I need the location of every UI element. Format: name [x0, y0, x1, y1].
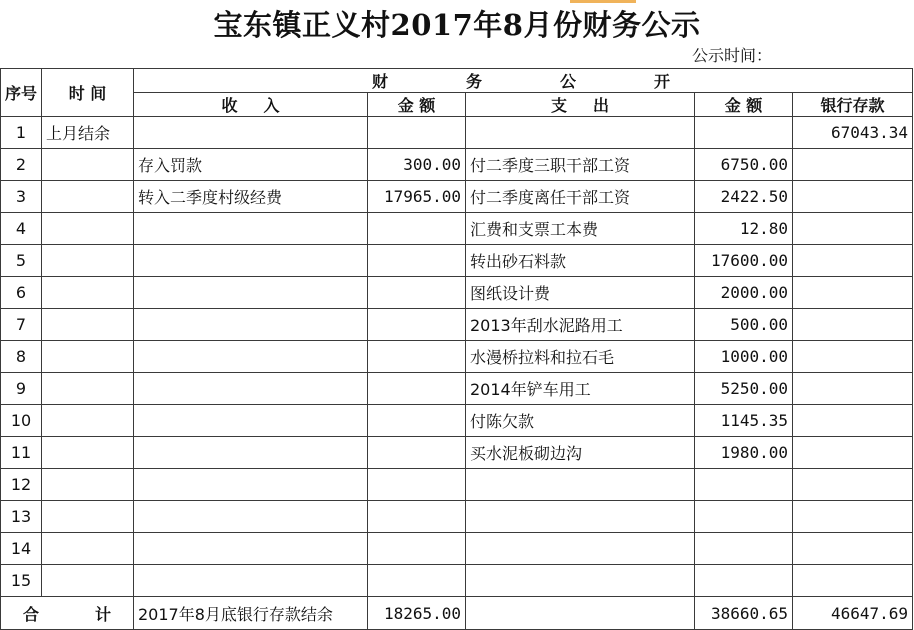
cell-income-amount[interactable] [368, 309, 466, 341]
cell-expense-amount[interactable]: 1145.35 [695, 405, 793, 437]
cell-income[interactable] [134, 501, 368, 533]
total-row [1, 597, 913, 630]
cell-seq[interactable]: 14 [1, 533, 42, 565]
header-time[interactable]: 时 间 [42, 69, 134, 117]
cell-income[interactable] [134, 277, 368, 309]
cell-bank-balance[interactable] [793, 565, 913, 597]
cell-income-amount[interactable] [368, 565, 466, 597]
cell-income-amount[interactable] [368, 533, 466, 565]
table-row [1, 373, 913, 405]
cell-time[interactable] [42, 405, 134, 437]
cell-bank-balance[interactable] [793, 341, 913, 373]
cell-expense[interactable] [466, 533, 695, 565]
table-row [1, 245, 913, 277]
cell-seq[interactable]: 11 [1, 437, 42, 469]
total-income-cell[interactable]: 2017年8月底银行存款结余 [134, 597, 368, 630]
page-title[interactable]: 宝东镇正义村2017年8月份财务公示 [213, 8, 701, 42]
cell-seq[interactable]: 4 [1, 213, 42, 245]
cell-time[interactable]: 上月结余 [42, 117, 134, 149]
cell-time[interactable] [42, 437, 134, 469]
cell-seq[interactable]: 5 [1, 245, 42, 277]
cell-seq[interactable]: 1 [1, 117, 42, 149]
cell-expense[interactable]: 买水泥板砌边沟 [466, 437, 695, 469]
cell-income[interactable] [134, 213, 368, 245]
cell-bank-balance[interactable] [793, 277, 913, 309]
cell-income-amount[interactable] [368, 437, 466, 469]
cell-expense-amount[interactable]: 6750.00 [695, 149, 793, 181]
cell-expense[interactable] [466, 117, 695, 149]
cell-expense[interactable]: 图纸设计费 [466, 277, 695, 309]
cell-expense-amount[interactable]: 2422.50 [695, 181, 793, 213]
cell-bank-balance[interactable] [793, 181, 913, 213]
cell-expense-amount[interactable]: 1000.00 [695, 341, 793, 373]
cell-expense-amount[interactable]: 1980.00 [695, 437, 793, 469]
cell-seq[interactable]: 2 [1, 149, 42, 181]
cell-income-amount[interactable] [368, 341, 466, 373]
cell-income[interactable] [134, 373, 368, 405]
cell-bank-balance[interactable] [793, 149, 913, 181]
cell-income-amount[interactable] [368, 277, 466, 309]
cell-seq[interactable]: 15 [1, 565, 42, 597]
total-bank-balance[interactable]: 46647.69 [793, 597, 913, 630]
cell-expense-amount[interactable]: 2000.00 [695, 277, 793, 309]
cell-expense-amount[interactable]: 500.00 [695, 309, 793, 341]
cell-time[interactable] [42, 309, 134, 341]
cell-income[interactable] [134, 309, 368, 341]
cell-income[interactable] [134, 245, 368, 277]
cell-seq[interactable]: 8 [1, 341, 42, 373]
total-expense-amount[interactable]: 38660.65 [695, 597, 793, 630]
cell-income[interactable]: 存入罚款 [134, 149, 368, 181]
cell-time[interactable] [42, 501, 134, 533]
cell-time[interactable] [42, 245, 134, 277]
header-seq[interactable]: 序号 [1, 69, 42, 117]
cell-bank-balance[interactable] [793, 405, 913, 437]
cell-expense-amount[interactable]: 17600.00 [695, 245, 793, 277]
cell-expense[interactable]: 付二季度三职干部工资 [466, 149, 695, 181]
header-expense[interactable]: 支出 [466, 93, 695, 117]
cell-income[interactable] [134, 405, 368, 437]
cell-bank-balance[interactable]: 67043.34 [793, 117, 913, 149]
cell-bank-balance[interactable] [793, 213, 913, 245]
cell-bank-balance[interactable] [793, 501, 913, 533]
cell-time[interactable] [42, 277, 134, 309]
cell-income-amount[interactable]: 300.00 [368, 149, 466, 181]
cell-time[interactable] [42, 181, 134, 213]
cell-seq[interactable]: 9 [1, 373, 42, 405]
cell-time[interactable] [42, 533, 134, 565]
cell-bank-balance[interactable] [793, 437, 913, 469]
cell-income-amount[interactable] [368, 245, 466, 277]
cell-expense[interactable]: 2014年铲车用工 [466, 373, 695, 405]
cell-expense[interactable] [466, 565, 695, 597]
header-row-2 [1, 93, 913, 117]
table-row [1, 213, 913, 245]
cell-income[interactable] [134, 469, 368, 501]
total-expense-cell[interactable] [466, 597, 695, 630]
table-row [1, 405, 913, 437]
cell-expense-amount[interactable]: 12.80 [695, 213, 793, 245]
header-income[interactable]: 收入 [134, 93, 368, 117]
cell-expense-amount[interactable]: 5250.00 [695, 373, 793, 405]
table-row [1, 341, 913, 373]
cell-time[interactable] [42, 149, 134, 181]
finance-table [0, 68, 913, 630]
table-row [1, 309, 913, 341]
table-row [1, 117, 913, 149]
cell-bank-balance[interactable] [793, 373, 913, 405]
cell-expense[interactable] [466, 501, 695, 533]
table-row [1, 501, 913, 533]
cell-expense-amount[interactable] [695, 533, 793, 565]
cell-seq[interactable]: 12 [1, 469, 42, 501]
cell-expense-amount[interactable] [695, 501, 793, 533]
publish-time-label[interactable]: 公示时间： [692, 46, 773, 65]
cell-expense-amount[interactable] [695, 117, 793, 149]
cell-time[interactable] [42, 469, 134, 501]
cell-expense-amount[interactable] [695, 469, 793, 501]
table-row [1, 565, 913, 597]
cell-income[interactable] [134, 437, 368, 469]
cell-expense[interactable]: 付陈欠款 [466, 405, 695, 437]
cell-bank-balance[interactable] [793, 245, 913, 277]
cell-income-amount[interactable] [368, 405, 466, 437]
cell-income[interactable] [134, 565, 368, 597]
cell-expense[interactable]: 2013年刮水泥路用工 [466, 309, 695, 341]
header-expense-amount[interactable]: 金 额 [695, 93, 793, 117]
header-income-amount[interactable]: 金 额 [368, 93, 466, 117]
cell-income-amount[interactable] [368, 501, 466, 533]
cell-expense-amount[interactable] [695, 565, 793, 597]
cell-bank-balance[interactable] [793, 533, 913, 565]
cell-income-amount[interactable] [368, 117, 466, 149]
cell-expense[interactable]: 转出砂石料款 [466, 245, 695, 277]
cell-time[interactable] [42, 565, 134, 597]
cell-expense[interactable]: 汇费和支票工本费 [466, 213, 695, 245]
total-label[interactable]: 合计 [1, 597, 134, 630]
cell-income-amount[interactable] [368, 373, 466, 405]
cell-time[interactable] [42, 373, 134, 405]
table-row [1, 533, 913, 565]
table-row [1, 181, 913, 213]
cell-seq[interactable]: 3 [1, 181, 42, 213]
table-row [1, 277, 913, 309]
table-row [1, 469, 913, 501]
cell-seq[interactable]: 6 [1, 277, 42, 309]
cell-bank-balance[interactable] [793, 469, 913, 501]
cell-income-amount[interactable] [368, 213, 466, 245]
cell-expense[interactable]: 水漫桥拉料和拉石毛 [466, 341, 695, 373]
cell-income[interactable] [134, 533, 368, 565]
table-row [1, 437, 913, 469]
cell-seq[interactable]: 7 [1, 309, 42, 341]
cell-expense[interactable] [466, 469, 695, 501]
cell-income[interactable]: 转入二季度村级经费 [134, 181, 368, 213]
cell-income-amount[interactable] [368, 469, 466, 501]
cell-time[interactable] [42, 213, 134, 245]
header-bank-balance[interactable]: 银行存款 [793, 93, 913, 117]
header-row-1 [1, 69, 913, 93]
header-finance-open[interactable]: 财务公开 [134, 69, 913, 93]
cell-income[interactable] [134, 341, 368, 373]
cell-income-amount[interactable]: 17965.00 [368, 181, 466, 213]
cell-seq[interactable]: 13 [1, 501, 42, 533]
total-income-amount[interactable]: 18265.00 [368, 597, 466, 630]
table-row [1, 149, 913, 181]
cell-seq[interactable]: 10 [1, 405, 42, 437]
cell-time[interactable] [42, 341, 134, 373]
cell-income[interactable] [134, 117, 368, 149]
cell-expense[interactable]: 付二季度离任干部工资 [466, 181, 695, 213]
cell-bank-balance[interactable] [793, 309, 913, 341]
